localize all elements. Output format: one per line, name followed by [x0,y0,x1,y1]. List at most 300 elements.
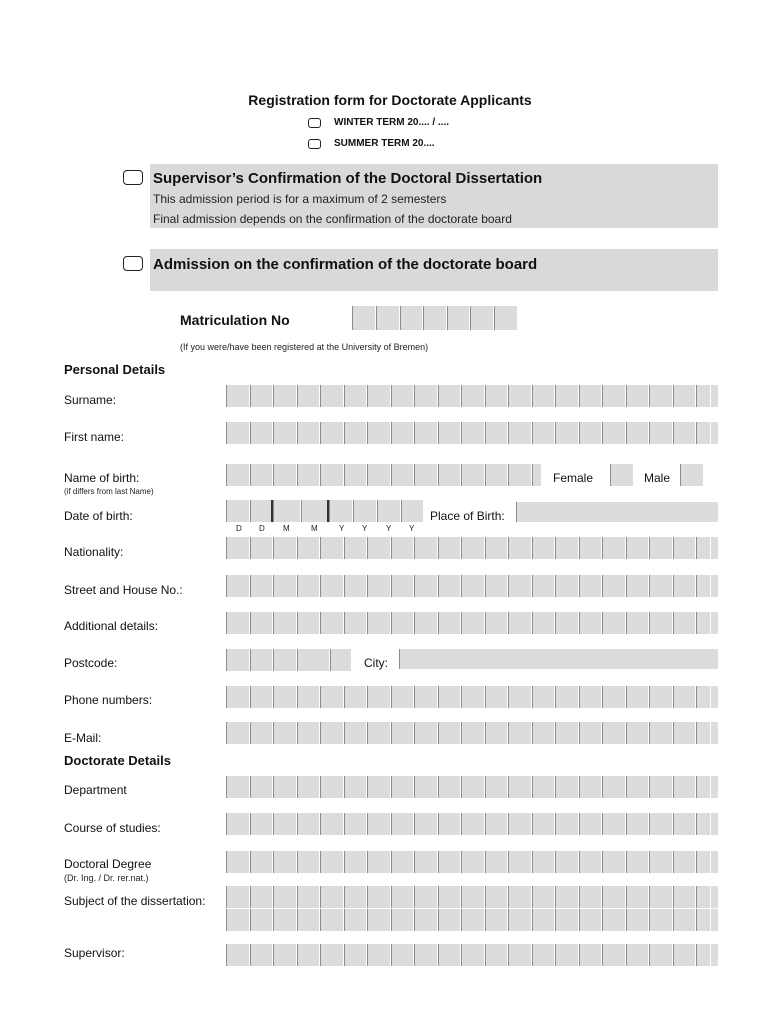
character-cell[interactable] [367,422,391,444]
character-cell[interactable] [485,686,508,708]
character-cell[interactable] [602,612,626,634]
character-cell[interactable] [485,909,508,931]
character-cell[interactable] [602,944,626,966]
character-cell[interactable] [401,500,424,522]
character-cell[interactable] [626,944,649,966]
character-cell[interactable] [353,500,377,522]
character-cell[interactable] [273,851,297,873]
character-cell[interactable] [250,813,273,835]
character-cell[interactable] [579,722,602,744]
name-of-birth-field[interactable] [226,464,542,486]
character-cell[interactable] [367,686,391,708]
character-cell[interactable] [447,306,470,330]
character-cell[interactable] [673,722,696,744]
city-field[interactable] [399,649,718,669]
character-cell[interactable] [626,385,649,407]
character-cell[interactable] [438,813,461,835]
nationality-field[interactable] [226,537,718,559]
character-cell[interactable] [250,649,273,671]
character-cell[interactable] [673,612,696,634]
character-cell[interactable] [508,886,532,908]
character-cell[interactable] [344,464,367,486]
character-cell[interactable] [226,722,250,744]
character-cell[interactable] [485,464,508,486]
character-cell[interactable] [696,612,711,634]
character-cell[interactable] [273,464,297,486]
character-cell[interactable] [673,385,696,407]
character-cell[interactable] [508,776,532,798]
character-cell[interactable] [579,686,602,708]
character-cell[interactable] [461,722,485,744]
character-cell[interactable] [696,422,711,444]
character-cell[interactable] [377,500,401,522]
character-cell[interactable] [414,886,438,908]
character-cell[interactable] [555,851,579,873]
character-cell[interactable] [673,909,696,931]
summer-term-checkbox[interactable] [308,139,321,149]
character-cell[interactable] [250,612,273,634]
character-cell[interactable] [226,649,250,671]
character-cell[interactable] [508,464,532,486]
character-cell[interactable] [673,776,696,798]
character-cell[interactable] [297,909,320,931]
character-cell[interactable] [555,944,579,966]
character-cell[interactable] [649,537,673,559]
character-cell[interactable] [579,537,602,559]
character-cell[interactable] [461,886,485,908]
character-cell[interactable] [250,886,273,908]
character-cell[interactable] [626,537,649,559]
character-cell[interactable] [461,944,485,966]
character-cell[interactable] [649,686,673,708]
character-cell[interactable] [532,776,555,798]
postcode-field[interactable] [226,649,352,671]
character-cell[interactable] [470,306,494,330]
character-cell[interactable] [297,575,320,597]
character-cell[interactable] [555,612,579,634]
character-cell[interactable] [320,422,344,444]
first-name-field[interactable] [226,422,718,444]
character-cell[interactable] [273,886,297,908]
character-cell[interactable] [226,385,250,407]
character-cell[interactable] [330,649,352,671]
character-cell[interactable] [673,537,696,559]
character-cell[interactable] [391,886,414,908]
character-cell[interactable] [250,500,273,522]
character-cell[interactable] [626,612,649,634]
character-cell[interactable] [329,500,353,522]
character-cell[interactable] [320,575,344,597]
character-cell[interactable] [226,537,250,559]
supervisor-field[interactable] [226,944,718,966]
place-of-birth-field[interactable] [516,502,718,522]
character-cell[interactable] [226,686,250,708]
character-cell[interactable] [461,385,485,407]
character-cell[interactable] [461,422,485,444]
character-cell[interactable] [320,851,344,873]
character-cell[interactable] [696,722,711,744]
character-cell[interactable] [414,575,438,597]
character-cell[interactable] [400,306,423,330]
character-cell[interactable] [602,851,626,873]
surname-field[interactable] [226,385,718,407]
character-cell[interactable] [250,686,273,708]
character-cell[interactable] [273,813,297,835]
character-cell[interactable] [485,776,508,798]
character-cell[interactable] [344,909,367,931]
character-cell[interactable] [226,422,250,444]
character-cell[interactable] [438,464,461,486]
character-cell[interactable] [696,851,711,873]
character-cell[interactable] [532,612,555,634]
character-cell[interactable] [391,575,414,597]
character-cell[interactable] [673,422,696,444]
character-cell[interactable] [250,575,273,597]
character-cell[interactable] [344,575,367,597]
character-cell[interactable] [273,649,297,671]
character-cell[interactable] [320,886,344,908]
character-cell[interactable] [696,909,711,931]
character-cell[interactable] [250,909,273,931]
character-cell[interactable] [602,886,626,908]
character-cell[interactable] [649,385,673,407]
winter-term-option[interactable] [308,117,449,128]
character-cell[interactable] [532,575,555,597]
character-cell[interactable] [555,686,579,708]
character-cell[interactable] [696,886,711,908]
degree-field[interactable] [226,851,718,873]
additional-details-field[interactable] [226,612,718,634]
character-cell[interactable] [297,851,320,873]
admission-board-checkbox[interactable] [123,256,143,271]
character-cell[interactable] [320,537,344,559]
character-cell[interactable] [297,612,320,634]
character-cell[interactable] [532,686,555,708]
character-cell[interactable] [532,851,555,873]
character-cell[interactable] [649,909,673,931]
character-cell[interactable] [508,722,532,744]
character-cell[interactable] [532,909,555,931]
character-cell[interactable] [696,944,711,966]
character-cell[interactable] [579,575,602,597]
character-cell[interactable] [226,886,250,908]
character-cell[interactable] [376,306,400,330]
character-cell[interactable] [579,851,602,873]
character-cell[interactable] [273,722,297,744]
character-cell[interactable] [602,909,626,931]
character-cell[interactable] [508,686,532,708]
summer-term-option[interactable] [308,138,435,149]
character-cell[interactable] [438,422,461,444]
character-cell[interactable] [579,422,602,444]
character-cell[interactable] [391,776,414,798]
character-cell[interactable] [414,813,438,835]
character-cell[interactable] [485,575,508,597]
character-cell[interactable] [485,886,508,908]
character-cell[interactable] [344,851,367,873]
date-of-birth-field[interactable] [226,500,424,522]
character-cell[interactable] [626,575,649,597]
character-cell[interactable] [344,722,367,744]
character-cell[interactable] [626,776,649,798]
character-cell[interactable] [508,422,532,444]
character-cell[interactable] [438,612,461,634]
character-cell[interactable] [532,813,555,835]
character-cell[interactable] [438,776,461,798]
character-cell[interactable] [626,686,649,708]
character-cell[interactable] [532,385,555,407]
character-cell[interactable] [438,537,461,559]
female-checkbox[interactable] [610,464,634,486]
character-cell[interactable] [414,464,438,486]
character-cell[interactable] [391,537,414,559]
character-cell[interactable] [226,851,250,873]
character-cell[interactable] [273,385,297,407]
character-cell[interactable] [414,851,438,873]
character-cell[interactable] [367,886,391,908]
character-cell[interactable] [320,722,344,744]
character-cell[interactable] [602,813,626,835]
character-cell[interactable] [414,537,438,559]
character-cell[interactable] [391,944,414,966]
character-cell[interactable] [555,575,579,597]
character-cell[interactable] [297,686,320,708]
character-cell[interactable] [649,944,673,966]
character-cell[interactable] [320,944,344,966]
character-cell[interactable] [532,886,555,908]
phone-field[interactable] [226,686,718,708]
character-cell[interactable] [297,422,320,444]
character-cell[interactable] [367,944,391,966]
character-cell[interactable] [352,306,376,330]
character-cell[interactable] [508,851,532,873]
character-cell[interactable] [532,422,555,444]
character-cell[interactable] [344,385,367,407]
character-cell[interactable] [320,776,344,798]
character-cell[interactable] [626,886,649,908]
character-cell[interactable] [602,686,626,708]
character-cell[interactable] [696,813,711,835]
character-cell[interactable] [367,464,391,486]
character-cell[interactable] [579,909,602,931]
character-cell[interactable] [320,385,344,407]
character-cell[interactable] [485,944,508,966]
character-cell[interactable] [649,776,673,798]
character-cell[interactable] [226,464,250,486]
character-cell[interactable] [367,575,391,597]
character-cell[interactable] [414,385,438,407]
character-cell[interactable] [391,909,414,931]
character-cell[interactable] [602,385,626,407]
character-cell[interactable] [696,575,711,597]
character-cell[interactable] [367,612,391,634]
character-cell[interactable] [391,851,414,873]
character-cell[interactable] [532,944,555,966]
character-cell[interactable] [226,944,250,966]
character-cell[interactable] [438,385,461,407]
character-cell[interactable] [344,537,367,559]
character-cell[interactable] [414,909,438,931]
character-cell[interactable] [696,537,711,559]
character-cell[interactable] [273,776,297,798]
character-cell[interactable] [414,686,438,708]
character-cell[interactable] [696,686,711,708]
character-cell[interactable] [250,722,273,744]
character-cell[interactable] [696,385,711,407]
character-cell[interactable] [508,813,532,835]
character-cell[interactable] [485,813,508,835]
character-cell[interactable] [626,722,649,744]
character-cell[interactable] [226,909,250,931]
character-cell[interactable] [320,612,344,634]
character-cell[interactable] [320,686,344,708]
character-cell[interactable] [649,575,673,597]
character-cell[interactable] [391,385,414,407]
character-cell[interactable] [273,575,297,597]
character-cell[interactable] [485,537,508,559]
character-cell[interactable] [391,612,414,634]
character-cell[interactable] [461,909,485,931]
email-field[interactable] [226,722,718,744]
character-cell[interactable] [273,909,297,931]
character-cell[interactable] [414,422,438,444]
character-cell[interactable] [508,944,532,966]
subject-field-line2[interactable] [226,909,718,931]
character-cell[interactable] [367,722,391,744]
character-cell[interactable] [579,886,602,908]
character-cell[interactable] [226,813,250,835]
character-cell[interactable] [602,537,626,559]
character-cell[interactable] [579,385,602,407]
character-cell[interactable] [602,422,626,444]
character-cell[interactable] [673,575,696,597]
street-field[interactable] [226,575,718,597]
character-cell[interactable] [461,464,485,486]
character-cell[interactable] [250,944,273,966]
character-cell[interactable] [579,776,602,798]
character-cell[interactable] [414,612,438,634]
character-cell[interactable] [344,776,367,798]
character-cell[interactable] [649,813,673,835]
character-cell[interactable] [438,722,461,744]
character-cell[interactable] [273,422,297,444]
character-cell[interactable] [367,537,391,559]
character-cell[interactable] [250,776,273,798]
character-cell[interactable] [297,813,320,835]
character-cell[interactable] [461,612,485,634]
character-cell[interactable] [673,851,696,873]
character-cell[interactable] [555,537,579,559]
character-cell[interactable] [649,422,673,444]
winter-term-checkbox[interactable] [308,118,321,128]
character-cell[interactable] [226,575,250,597]
character-cell[interactable] [555,422,579,444]
character-cell[interactable] [461,776,485,798]
character-cell[interactable] [297,776,320,798]
character-cell[interactable] [297,385,320,407]
character-cell[interactable] [579,612,602,634]
character-cell[interactable] [626,909,649,931]
character-cell[interactable] [532,537,555,559]
course-field[interactable] [226,813,718,835]
character-cell[interactable] [297,722,320,744]
character-cell[interactable] [673,944,696,966]
supervisor-confirmation-checkbox[interactable] [123,170,143,185]
character-cell[interactable] [610,464,634,486]
character-cell[interactable] [485,385,508,407]
character-cell[interactable] [461,575,485,597]
character-cell[interactable] [297,649,330,671]
character-cell[interactable] [423,306,447,330]
character-cell[interactable] [485,851,508,873]
character-cell[interactable] [649,612,673,634]
character-cell[interactable] [250,464,273,486]
character-cell[interactable] [391,422,414,444]
character-cell[interactable] [273,686,297,708]
character-cell[interactable] [485,612,508,634]
character-cell[interactable] [696,776,711,798]
matriculation-number-field[interactable] [352,306,518,330]
character-cell[interactable] [391,722,414,744]
character-cell[interactable] [485,722,508,744]
character-cell[interactable] [344,422,367,444]
character-cell[interactable] [273,612,297,634]
character-cell[interactable] [626,851,649,873]
character-cell[interactable] [673,813,696,835]
character-cell[interactable] [508,909,532,931]
character-cell[interactable] [301,500,329,522]
character-cell[interactable] [555,722,579,744]
character-cell[interactable] [250,537,273,559]
character-cell[interactable] [508,575,532,597]
character-cell[interactable] [673,686,696,708]
character-cell[interactable] [532,722,555,744]
character-cell[interactable] [494,306,518,330]
character-cell[interactable] [250,422,273,444]
character-cell[interactable] [367,909,391,931]
character-cell[interactable] [391,464,414,486]
department-field[interactable] [226,776,718,798]
character-cell[interactable] [344,813,367,835]
character-cell[interactable] [461,813,485,835]
character-cell[interactable] [391,813,414,835]
character-cell[interactable] [297,886,320,908]
character-cell[interactable] [367,385,391,407]
character-cell[interactable] [461,686,485,708]
character-cell[interactable] [320,909,344,931]
character-cell[interactable] [555,385,579,407]
character-cell[interactable] [414,944,438,966]
character-cell[interactable] [555,909,579,931]
character-cell[interactable] [602,776,626,798]
character-cell[interactable] [555,776,579,798]
character-cell[interactable] [649,722,673,744]
character-cell[interactable] [297,464,320,486]
character-cell[interactable] [438,944,461,966]
character-cell[interactable] [461,851,485,873]
character-cell[interactable] [508,537,532,559]
character-cell[interactable] [273,944,297,966]
character-cell[interactable] [602,722,626,744]
character-cell[interactable] [391,686,414,708]
character-cell[interactable] [297,944,320,966]
male-checkbox[interactable] [680,464,704,486]
character-cell[interactable] [414,722,438,744]
character-cell[interactable] [344,886,367,908]
character-cell[interactable] [226,776,250,798]
character-cell[interactable] [555,886,579,908]
character-cell[interactable] [367,813,391,835]
